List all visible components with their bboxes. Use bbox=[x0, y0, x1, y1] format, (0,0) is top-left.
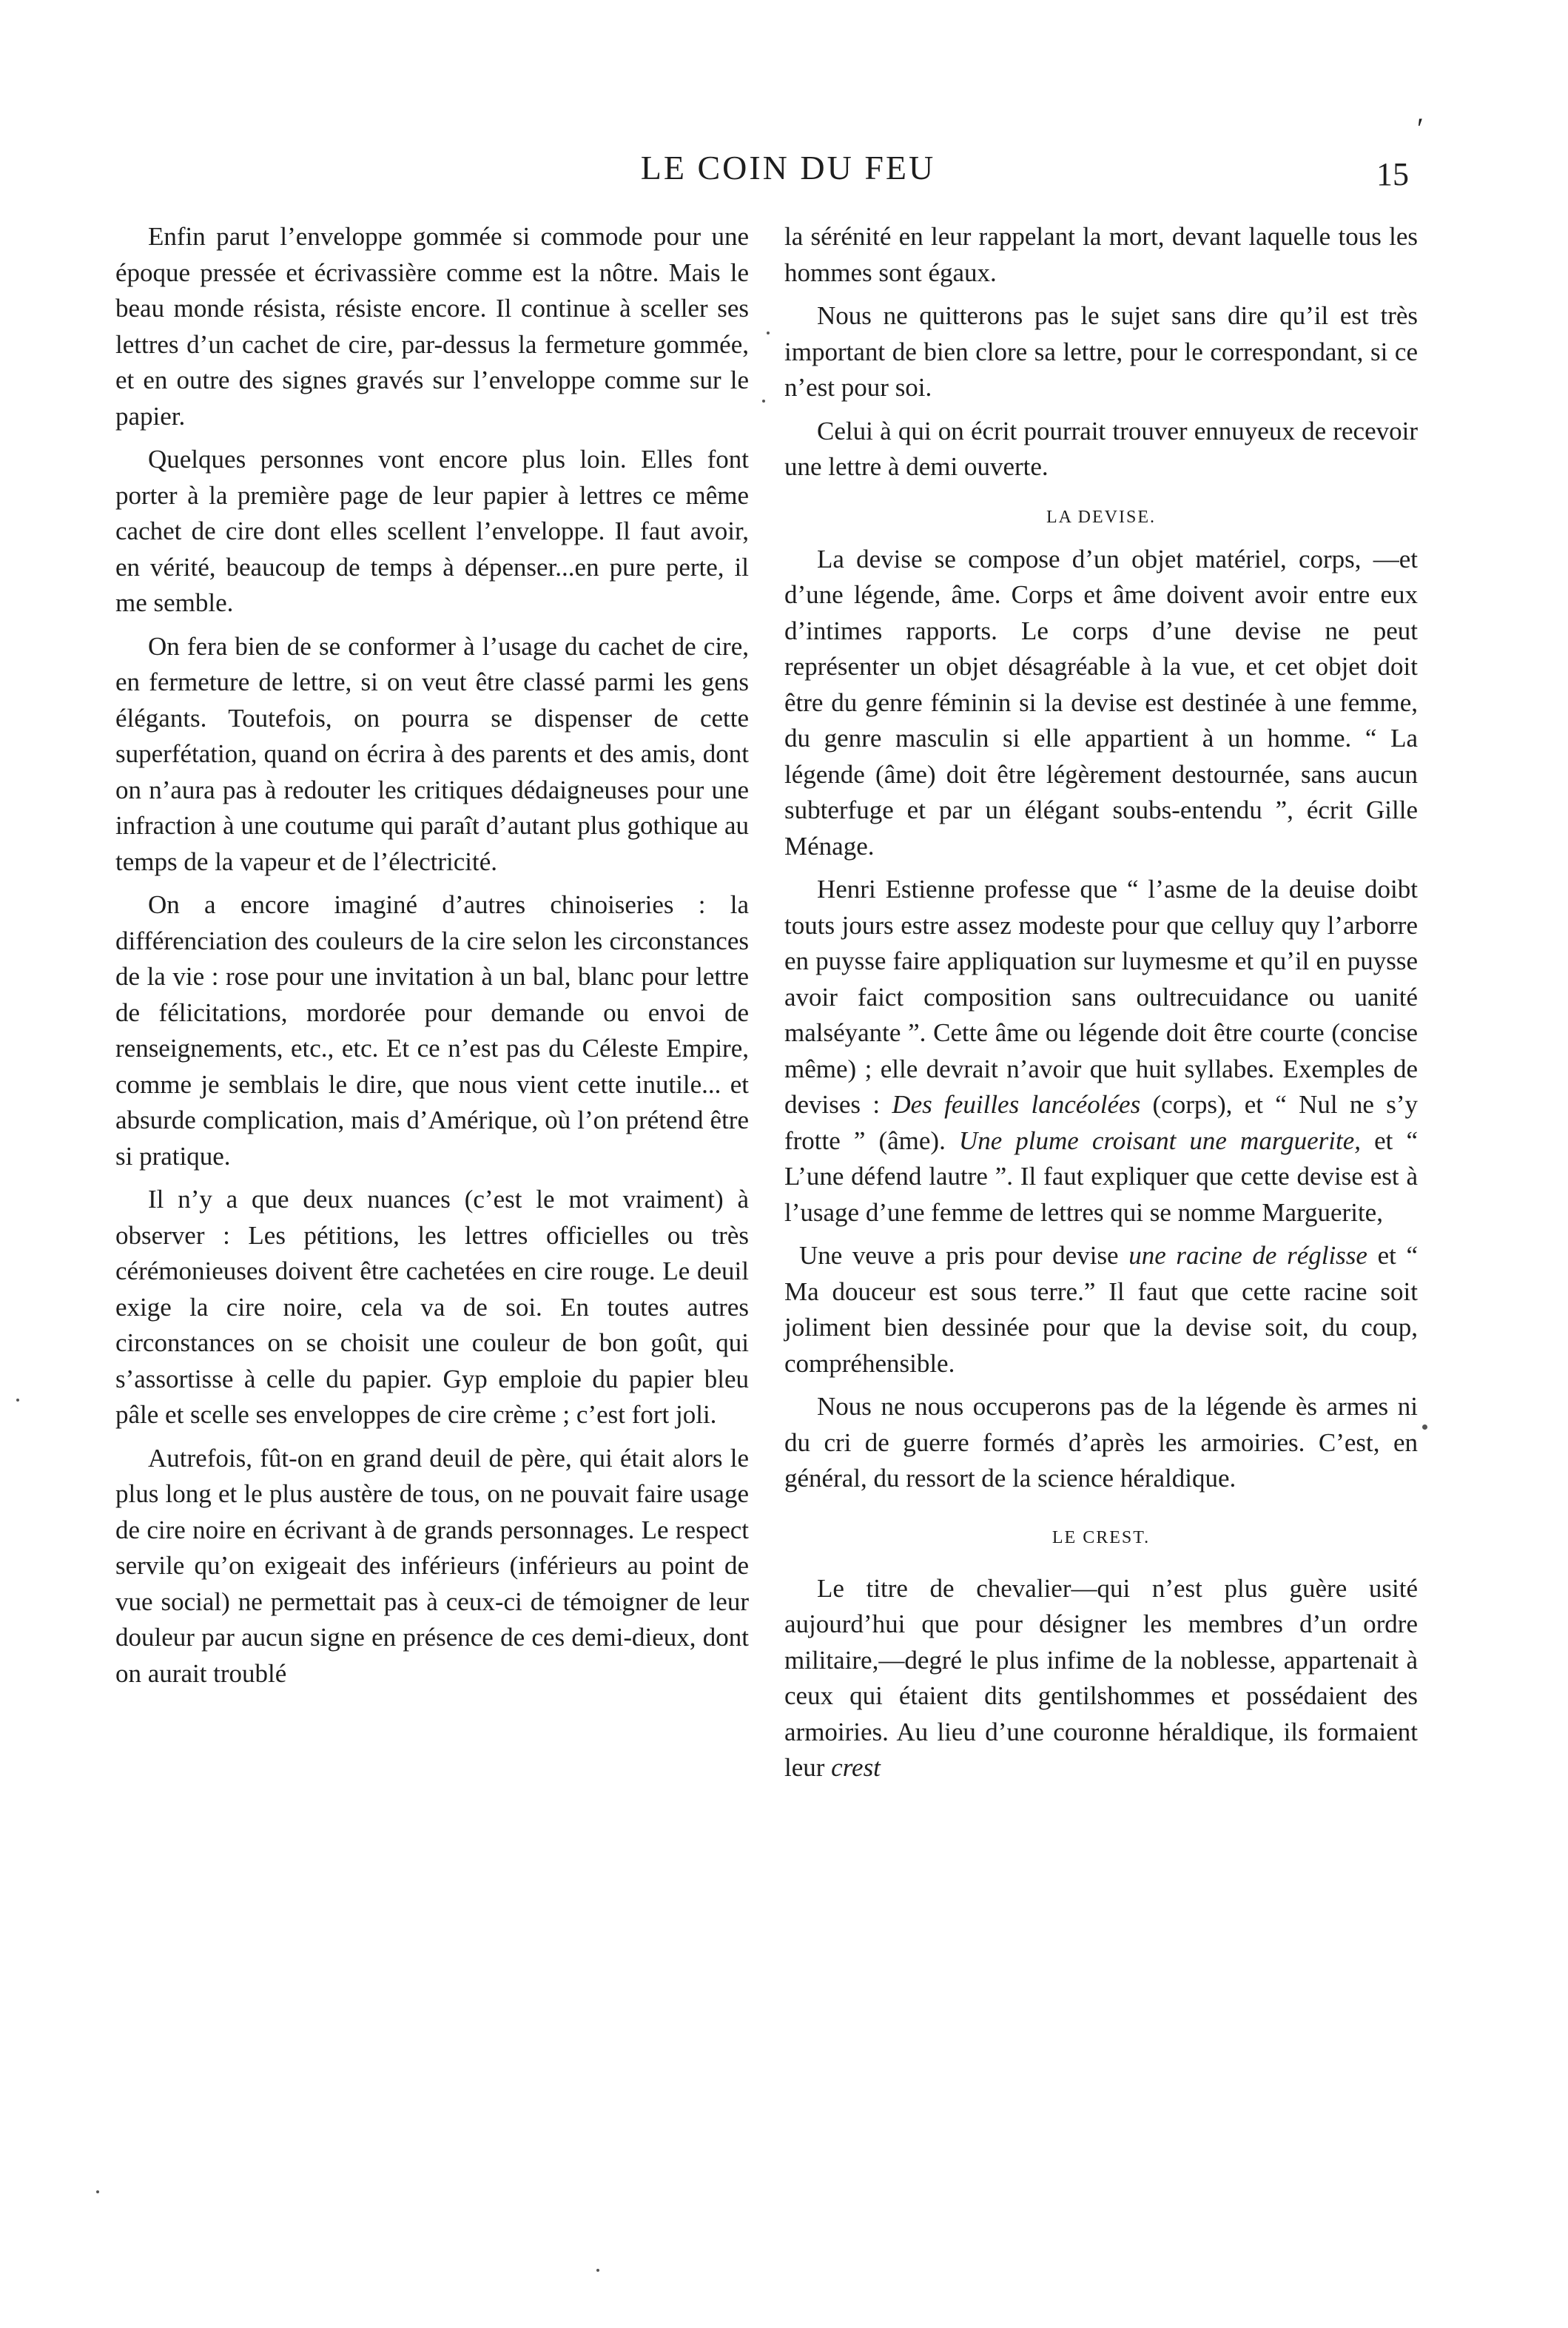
paragraph: Enfin parut l’enveloppe gommée si commode pour une époque pressée et écrivassière comme est la nôtre. Mais le beau monde résista, résiste encore. Il continue à sceller ses lettres d’un cachet de cire, par-dessus la fermeture gommée, et en outre des signes gravés sur l’enveloppe comme sur le papier. bbox=[115, 222, 749, 431]
text-run: (corps), et “ Nul ne s’y frotte ” (âme). bbox=[784, 1090, 1419, 1155]
paragraph bbox=[784, 1238, 1418, 1382]
italic-run: Des feuilles lancéolées bbox=[892, 1090, 1141, 1119]
speck bbox=[596, 2269, 599, 2272]
paragraph: On fera bien de se conformer à l’usage du cachet de cire, en fermeture de lettre, si on veut être classé parmi les gens élégants. Toutefois, on pourra se dispenser de cette superfétation, quand on écrira à des parents et des amis, dont on n’aura pas à redouter les critiques dédaigneuses pour une infraction à une coutume qui paraît d’autant plus gothique au temps de la vapeur et de l’électricité. bbox=[115, 631, 749, 876]
page-number: 15 bbox=[1376, 156, 1409, 192]
text-run: et “ Ma douceur est sous terre.” Il faut que cette racine soit joliment bien dessinée pour que la devise soit, du coup, compréhensible. bbox=[784, 1241, 1418, 1378]
italic-run: crest bbox=[831, 1753, 881, 1782]
right-column bbox=[784, 219, 1418, 1794]
text-run: Une veuve a pris pour devise bbox=[799, 1241, 1129, 1270]
text-run: Henri Estienne professe que “ l’asme de la deuise doibt touts jours estre assez modeste pour que celluy quy l’arborre en puysse faire appliquation sur luymesme et qu’il en puysse avoir faict composition sans oultrecuidance ou uanité malséyante ”. Cette âme ou légende doit être courte (concise même) ; elle devrait n’avoir que huit syllabes. Exemples de devises : bbox=[784, 875, 1418, 1119]
left-column bbox=[115, 219, 749, 1699]
paragraph: La devise se compose d’un objet matériel, corps, —et d’une légende, âme. Corps et âme doivent avoir entre eux d’intimes rapports. Le corps d’une devise ne peut représenter un objet désagréable à la vue, et cet objet doit être du genre féminin si la devise est destinée à une femme, du genre masculin si elle appartient à un homme. “ La légende (âme) doit être légèrement destournée, sans aucun subterfuge et par un élégant soubs-entendu ”, écrit Gille Ménage. bbox=[784, 544, 1418, 861]
speck bbox=[1422, 1424, 1427, 1430]
italic-run: Une plume croisant une marguerite, bbox=[958, 1126, 1362, 1155]
paragraph bbox=[784, 1571, 1418, 1786]
paragraph: Quelques personnes vont encore plus loin. Elles font porter à la première page de leur papier à lettres ce même cachet de cire dont elles scellent l’enveloppe. Il faut avoir, en vérité, beaucoup de temps à dépenser...en pure perte, il me semble. bbox=[115, 445, 749, 617]
running-head bbox=[0, 148, 1568, 200]
text-run: Le titre de chevalier—qui n’est plus guère usité aujourd’hui que pour désigner les membres d’un ordre militaire,—degré le plus infime de la noblesse, appartenait à ceux qui étaient dits gentilshommes et possédaient des armoiries. Au lieu d’une couronne héraldique, ils formaient leur bbox=[784, 1573, 1418, 1782]
paragraph: Il n’y a que deux nuances (c’est le mot vraiment) à observer : Les pétitions, les lettres officielles ou très cérémonieuses doivent être cachetées en cire rouge. Le deuil exige la cire noire, cela va de soi. En toutes autres circonstances on se choisit une couleur de bon goût, qui s’assortisse à celle du papier. Gyp emploie du papier bleu pâle et scelle ses enveloppes de cire crème ; c’est fort joli. bbox=[115, 1185, 749, 1429]
paragraph: On a encore imaginé d’autres chinoiseries : la différenciation des couleurs de la cire selon les circonstances de la vie : rose pour une invitation à un bal, blanc pour lettre de félicitations, mordorée pour demande ou envoi de renseignements, etc., etc. Et ce n’est pas du Céleste Empire, comme je semblais le dire, que nous vient cette inutile... et absurde complication, mais d’Amérique, où l’on prétend être si pratique. bbox=[115, 890, 749, 1171]
italic-run: une racine de réglisse bbox=[1128, 1241, 1367, 1270]
paragraph: Celui à qui on écrit pourrait trouver ennuyeux de recevoir une lettre à demi ouverte. bbox=[784, 416, 1418, 481]
paragraph: Nous ne quitterons pas le sujet sans dire qu’il est très important de bien clore sa lettre, pour le correspondant, si ce n’est pour soi. bbox=[784, 301, 1418, 402]
speck bbox=[96, 2190, 99, 2193]
paragraph: Nous ne nous occuperons pas de la légende ès armes ni du cri de guerre formés d’après les armoiries. C’est, en général, du ressort de la science héraldique. bbox=[784, 1392, 1418, 1493]
text-run: et “ L’une défend lautre ”. Il faut expliquer que cette devise est à l’usage d’une femme de lettres qui se nomme Marguerite, bbox=[784, 1126, 1419, 1227]
paragraph: Autrefois, fût-on en grand deuil de père, qui était alors le plus long et le plus austère de tous, on ne pouvait faire usage de cire noire en écrivant à de grands personnages. Le respect servile qu’on exigeait des inférieurs (inférieurs au point de vue social) ne permettait pas à ceux-ci de témoigner de leur douleur par aucun signe en présence de ces demi-dieux, dont on aurait troublé bbox=[115, 1443, 749, 1688]
paragraph: la sérénité en leur rappelant la mort, devant laquelle tous les hommes sont égaux. bbox=[784, 222, 1418, 287]
section-heading-la-devise: LA DEVISE. bbox=[1046, 507, 1156, 527]
speck bbox=[762, 400, 765, 403]
speck bbox=[16, 1399, 19, 1402]
margin-tick-mark: ʹ bbox=[1417, 112, 1424, 145]
running-title: LE COIN DU FEU bbox=[640, 149, 936, 186]
paragraph bbox=[784, 872, 1418, 1231]
section-heading-le-crest: LE CREST. bbox=[1051, 1527, 1151, 1547]
speck bbox=[767, 332, 770, 334]
